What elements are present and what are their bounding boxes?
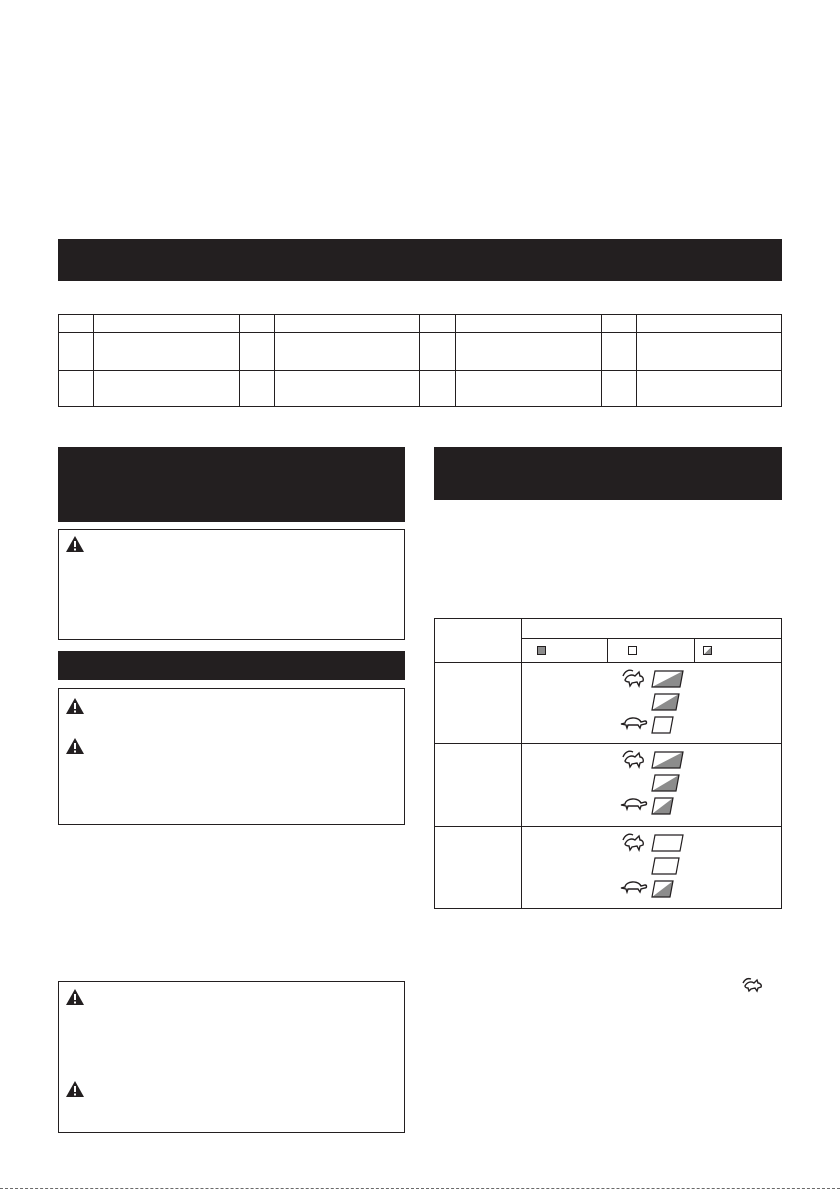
warning-triangle-icon [65, 535, 85, 553]
table-cell [456, 333, 602, 370]
rabbit-icon [623, 670, 643, 686]
table-cell [59, 333, 94, 370]
table-cell [93, 370, 239, 406]
right-heading-bar [434, 447, 782, 500]
table-cell [435, 663, 522, 744]
table-cell [602, 315, 637, 333]
indicator-lamps [522, 827, 781, 907]
legend-cell [695, 639, 782, 663]
lamp-slow [652, 717, 673, 733]
table-cell [435, 619, 522, 663]
table-cell [456, 370, 602, 406]
turtle-icon [621, 799, 647, 809]
table-cell [274, 370, 420, 406]
table-cell [93, 315, 239, 333]
rabbit-icon [623, 752, 643, 768]
table-cell [274, 333, 420, 370]
lamp-mid [652, 858, 679, 874]
indicator-lamps [522, 744, 781, 824]
rabbit-icon [623, 834, 643, 850]
lamp-slow [652, 881, 673, 897]
table-row [435, 744, 782, 826]
rabbit-icon [742, 977, 764, 993]
table-cell [239, 333, 274, 370]
table-cell [93, 333, 239, 370]
table-cell [637, 333, 782, 370]
table-cell [239, 315, 274, 333]
turtle-icon [621, 718, 647, 728]
indicator-cell [521, 663, 781, 744]
lamp-fast [652, 671, 683, 687]
parts-table-header-row [59, 315, 782, 333]
warning-triangle-icon [65, 737, 85, 755]
table-row [59, 333, 782, 370]
table-row [435, 826, 782, 908]
table-cell [602, 333, 637, 370]
warning-box [58, 529, 405, 640]
turtle-icon [621, 882, 647, 892]
warning-triangle-icon [65, 988, 85, 1006]
blinking-square-icon [703, 646, 712, 655]
indicator-lamps [522, 663, 781, 743]
table-cell [239, 370, 274, 406]
lit-square-icon [537, 646, 546, 655]
indicator-table [434, 618, 782, 909]
table-cell [420, 370, 456, 406]
page-bottom-rule [0, 1188, 840, 1189]
table-cell [59, 315, 94, 333]
table-cell [435, 744, 522, 826]
table-cell [435, 826, 522, 908]
table-row [59, 370, 782, 406]
lamp-mid [652, 775, 679, 791]
lamp-slow [652, 798, 673, 814]
table-cell [456, 315, 602, 333]
left-subheading-bar [58, 651, 405, 680]
table-cell [521, 619, 781, 639]
section-heading-bar [58, 239, 782, 281]
lamp-mid [652, 694, 679, 710]
off-square-icon [628, 646, 637, 655]
table-cell [420, 315, 456, 333]
left-heading-bar [58, 447, 405, 522]
lamp-fast [652, 752, 683, 768]
indicator-cell [521, 826, 781, 908]
table-cell [59, 370, 94, 406]
parts-table [58, 314, 782, 407]
table-cell [602, 370, 637, 406]
warning-triangle-icon [65, 697, 85, 715]
legend-cell [608, 639, 695, 663]
table-cell [274, 315, 420, 333]
table-cell [420, 333, 456, 370]
warning-box [58, 981, 405, 1133]
warning-triangle-icon [65, 1080, 85, 1098]
table-row [435, 663, 782, 744]
table-cell [637, 370, 782, 406]
indicator-cell [521, 744, 781, 826]
lamp-fast [652, 835, 683, 851]
warning-box [58, 688, 405, 825]
legend-cell [521, 639, 608, 663]
table-cell [637, 315, 782, 333]
